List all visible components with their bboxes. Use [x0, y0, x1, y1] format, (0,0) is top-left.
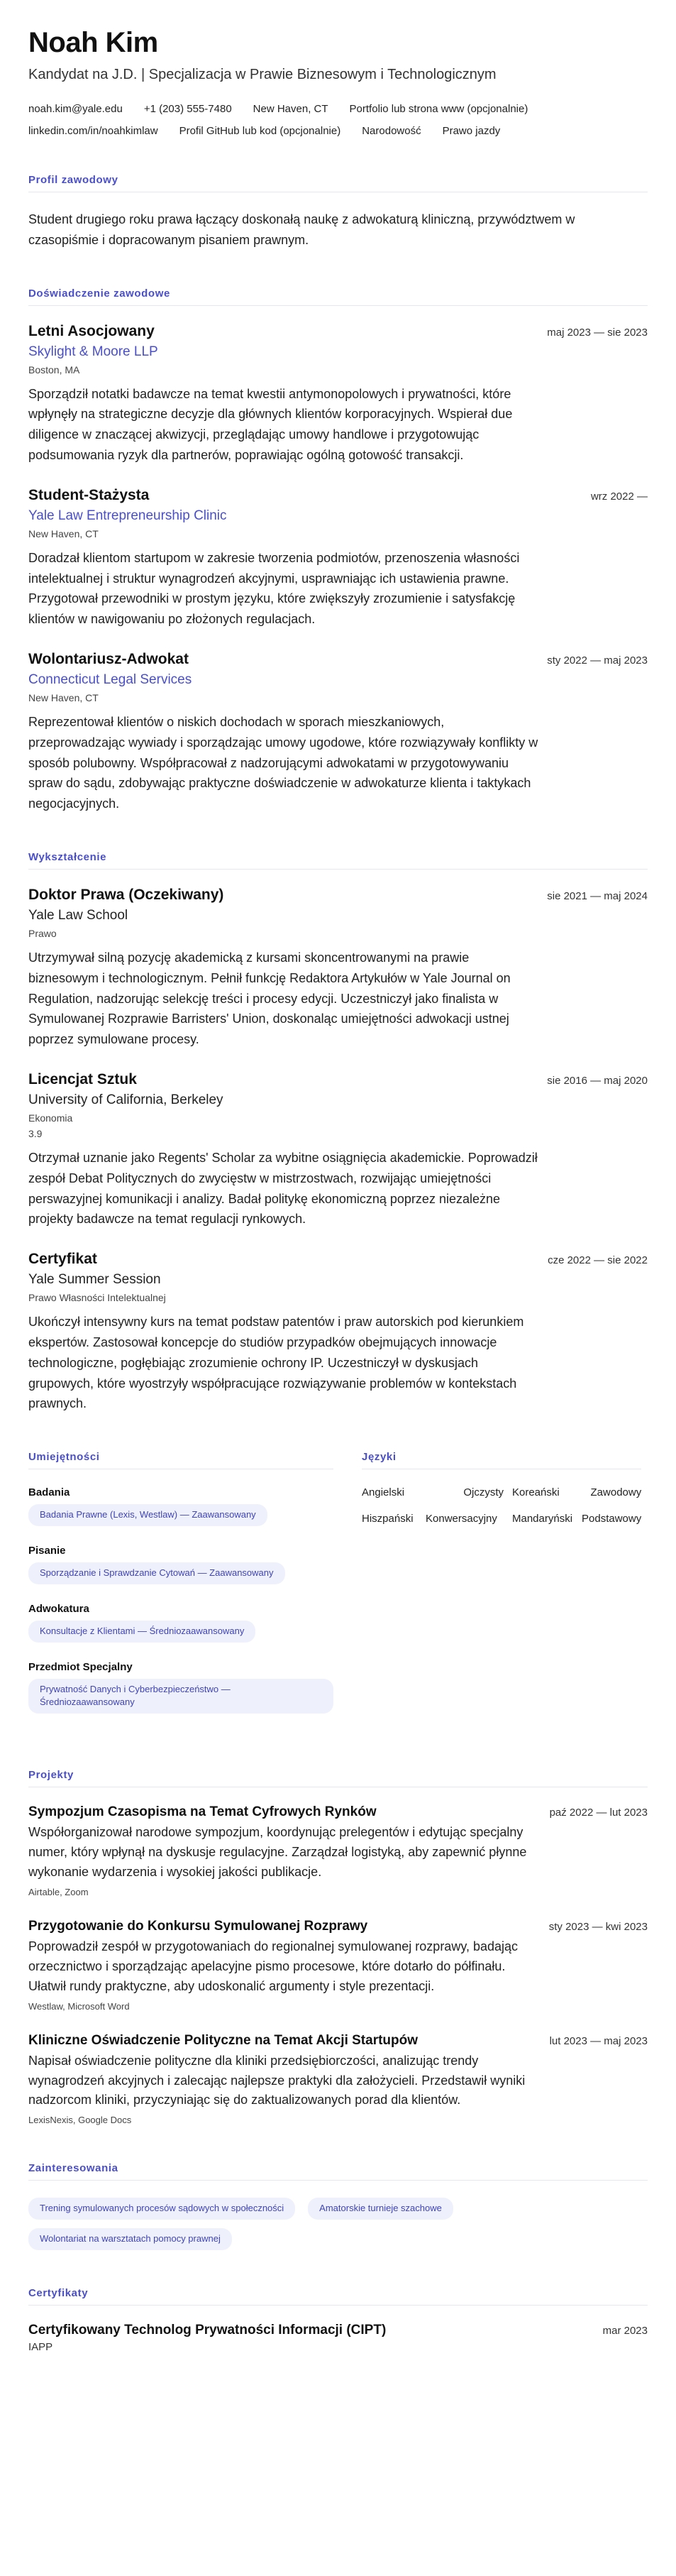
education-description: Ukończył intensywny kurs na temat podstaw patentów i praw autorskich pod kierunkiem ekspertów. Zastosował koncepcje do studiów przypadków obejmujących innowacje technologiczne, pogłębiając zrozumienie ochrony IP. Uczestniczył w dyskusjach grupowych, które wyostrzyły współpracujące rozwiązywanie problemów w kontekstach prawnych.	[28, 1315, 524, 1411]
certificate-issuer: IAPP	[28, 2341, 53, 2354]
interest-tag: Trening symulowanych procesów sądowych w społeczności	[28, 2198, 295, 2220]
language-level: Ojczysty	[463, 1486, 504, 1499]
project-title: Przygotowanie do Konkursu Symulowanej Rozprawy	[28, 1919, 368, 1934]
interests-list	[28, 2198, 648, 2250]
project-description: Poprowadził zespół w przygotowaniach do regionalnej symulowanej rozprawy, badając orzecznictwo i sporządzając apelacyjne pismo procesowe, które dotarło do półfinału. Ułatwił rundy praktyczne, aby udoskonalić argumenty i style prezentacji.	[28, 1939, 519, 1993]
skill-tag: Sporządzanie i Sprawdzanie Cytowań — Zaawansowany	[28, 1562, 285, 1584]
section-title: Umiejętności	[28, 1451, 333, 1469]
job-description: Reprezentował klientów o niskich dochodach w sporach mieszkaniowych, przeprowadzając wywiady i sporządzając umowy ugodowe, które rozwiązywały konflikty w sposób polubowny. Współpracował z nadzorującymi adwokatami w przygotowywaniu spraw do sądu, zdobywając praktyczne doświadczenie w adwokaturze klienta i taktykach negocjacyjnych.	[28, 714, 538, 811]
job-title: Letni Asocjowany	[28, 322, 155, 339]
project-date: paź 2022 — lut 2023	[549, 1807, 648, 1819]
project-tools: Airtable, Zoom	[28, 1887, 89, 1897]
project-entry	[28, 2033, 648, 2126]
profile-summary: Student drugiego roku prawa łączący doskonałą naukę z adwokaturą kliniczną, przywództwem w czasopiśmie i dopracowanym pisaniem prawnym.	[28, 212, 575, 247]
school-name: Yale Law School	[28, 907, 128, 923]
experience-entry	[28, 323, 648, 466]
experience-entry	[28, 651, 648, 814]
project-title: Kliniczne Oświadczenie Polityczne na Temat Akcji Startupów	[28, 2032, 419, 2048]
employer: Connecticut Legal Services	[28, 672, 192, 687]
section-title: Wykształcenie	[28, 851, 648, 870]
education-description: Otrzymał uznanie jako Regents' Scholar za wybitne osiągnięcia akademickie. Poprowadził zespół Debat Politycznych do zwycięstw w mistrzostwach, rozwijając umiejętności perswazyjnej komunikacji i analizy. Badał politykę ekonomiczną poprzez niezależne projekty badawcze na temat regulacji rynkowych.	[28, 1150, 538, 1227]
contact-info	[28, 103, 648, 137]
project-description: Napisał oświadczenie polityczne dla kliniki przedsiębiorczości, analizując trendy wynagrodzeń akcyjnych i zalecając najlepsze praktyki dla założycieli. Przedstawił wyniki nadzorcom kliniki, przyczyniając się do zaktualizowanych porad dla klientów.	[28, 2053, 526, 2108]
project-title: Sympozjum Czasopisma na Temat Cyfrowych Rynków	[28, 1804, 377, 1820]
contact-phone[interactable]: +1 (203) 555-7480	[143, 103, 232, 115]
project-date: lut 2023 — maj 2023	[549, 2034, 648, 2047]
project-description: Współorganizował narodowe sympozjum, koordynując prelegentów i edytując specjalny numer, który wpłynął na dyskusje regulacyjne. Zarządzał logistyką, aby zapewnić płynne wykonanie wydarzenia i wysokiej jakości publikacje.	[28, 1825, 527, 1880]
job-location: Boston, MA	[28, 363, 80, 376]
job-date: sty 2022 — maj 2023	[547, 654, 648, 667]
skill-category: Adwokatura	[28, 1602, 89, 1615]
degree-title: Licencjat Sztuk	[28, 1070, 137, 1087]
contact-portfolio[interactable]: Portfolio lub strona www (opcjonalnie)	[349, 103, 528, 115]
language-level: Konwersacyjny	[426, 1513, 497, 1525]
candidate-headline: Kandydat na J.D. | Specjalizacja w Prawie Biznesowym i Technologicznym	[28, 67, 497, 82]
language-row	[362, 1513, 641, 1525]
section-title: Profil zawodowy	[28, 174, 648, 192]
skill-tag: Konsultacje z Klientami — Średniozaawansowany	[28, 1621, 255, 1643]
job-title: Wolontariusz-Adwokat	[28, 650, 189, 667]
project-entry	[28, 1804, 648, 1897]
skill-group	[28, 1603, 333, 1643]
school-name: University of California, Berkeley	[28, 1092, 223, 1107]
section-title: Certyfikaty	[28, 2287, 648, 2306]
skill-tag: Prywatność Danych i Cyberbezpieczeństwo — Średniozaawansowany	[28, 1679, 333, 1714]
section-title: Projekty	[28, 1769, 648, 1787]
degree-title: Certyfikat	[28, 1251, 97, 1268]
interest-tag: Wolontariat na warsztatach pomocy prawnej	[28, 2228, 232, 2250]
certificate-title: Certyfikowany Technolog Prywatności Informacji (CIPT)	[28, 2323, 387, 2338]
education-section	[28, 851, 648, 1414]
contact-location: New Haven, CT	[253, 103, 328, 115]
education-date: sie 2016 — maj 2020	[547, 1074, 648, 1087]
job-date: wrz 2022 —	[590, 490, 648, 503]
interest-tag: Amatorskie turnieje szachowe	[308, 2198, 453, 2220]
school-name: Yale Summer Session	[28, 1272, 161, 1288]
profile-section	[28, 174, 648, 251]
education-entry	[28, 1071, 648, 1229]
skill-category: Badania	[28, 1486, 70, 1499]
skills-section	[28, 1451, 333, 1732]
field-of-study: Prawo	[28, 927, 57, 939]
projects-section	[28, 1769, 648, 2125]
language-name: Mandaryński	[512, 1513, 573, 1525]
contact-linkedin[interactable]: linkedin.com/in/noahkimlaw	[28, 125, 158, 137]
languages-section	[362, 1451, 641, 1732]
job-description: Doradzał klientom startupom w zakresie tworzenia podmiotów, przenoszenia własności intelektualnej i struktur wynagrodzeń akcyjnymi, usprawniając ich ustawienia prawne. Przygotował przewodniki w prostym języku, które zwiększyły zrozumienie i satysfakcję klientów w nawigowaniu po złożonych regulacjach.	[28, 550, 520, 627]
job-date: maj 2023 — sie 2023	[547, 326, 648, 339]
project-entry	[28, 1919, 648, 2012]
field-of-study: Ekonomia	[28, 1112, 73, 1124]
project-date: sty 2023 — kwi 2023	[548, 1921, 648, 1933]
skill-group	[28, 1545, 333, 1584]
employer: Skylight & Moore LLP	[28, 344, 158, 359]
experience-section	[28, 287, 648, 814]
language-name: Angielski	[362, 1486, 405, 1499]
education-entry	[28, 1251, 648, 1414]
project-tools: Westlaw, Microsoft Word	[28, 2000, 130, 2012]
language-name: Koreański	[512, 1486, 560, 1499]
section-title: Języki	[362, 1451, 641, 1469]
contact-nationality: Narodowość	[362, 125, 421, 137]
job-location: New Haven, CT	[28, 527, 99, 539]
certificates-section	[28, 2287, 648, 2353]
field-of-study: Prawo Własności Intelektualnej	[28, 1292, 166, 1304]
experience-entry	[28, 487, 648, 630]
skills-languages-row	[28, 1451, 648, 1732]
contact-email[interactable]: noah.kim@yale.edu	[28, 103, 123, 115]
section-title: Zainteresowania	[28, 2162, 648, 2181]
interests-section	[28, 2162, 648, 2250]
language-level: Podstawowy	[582, 1513, 642, 1525]
employer: Yale Law Entrepreneurship Clinic	[28, 508, 227, 523]
project-tools: LexisNexis, Google Docs	[28, 2115, 132, 2126]
gpa: 3.9	[28, 1127, 43, 1139]
resume-header	[28, 27, 648, 137]
education-date: sie 2021 — maj 2024	[547, 889, 648, 902]
language-name: Hiszpański	[362, 1513, 414, 1525]
contact-github[interactable]: Profil GitHub lub kod (opcjonalnie)	[179, 125, 341, 137]
education-description: Utrzymywał silną pozycję akademicką z kursami skoncentrowanymi na prawie biznesowym i technologicznym. Pełnił funkcję Redaktora Artykułów w Yale Journal on Regulation, nadzorując selekcję treści i procesy edycji. Uczestniczył jako finalista w Symulowanej Rozprawie Barristers' Union, doskonaląc umiejętności adwokacji ustnej poprzez symulowane procesy.	[28, 950, 511, 1047]
skill-category: Pisanie	[28, 1544, 66, 1557]
certificate-date: mar 2023	[602, 2325, 648, 2337]
skill-group	[28, 1486, 333, 1526]
job-location: New Haven, CT	[28, 691, 99, 703]
job-description: Sporządził notatki badawcze na temat kwestii antymonopolowych i prywatności, które wpłynęły na strategiczne decyzje dla głównych klientów korporacyjnych. Wspierał due diligence w znaczącej akwizycji, przeglądając umowy handlowe i przygotowując podsumowania ryzyk dla partnerów, poprawiając ogólną gotowość transakcji.	[28, 386, 513, 462]
education-date: cze 2022 — sie 2022	[548, 1254, 648, 1267]
language-row	[362, 1486, 641, 1498]
skill-group	[28, 1661, 333, 1714]
skill-tag: Badania Prawne (Lexis, Westlaw) — Zaawansowany	[28, 1504, 267, 1526]
job-title: Student-Stażysta	[28, 486, 150, 503]
language-level: Zawodowy	[590, 1486, 642, 1499]
section-title: Doświadczenie zawodowe	[28, 287, 648, 306]
skill-category: Przedmiot Specjalny	[28, 1660, 133, 1673]
degree-title: Doktor Prawa (Oczekiwany)	[28, 886, 224, 903]
candidate-name: Noah Kim	[28, 27, 158, 58]
certificate-entry	[28, 2323, 648, 2353]
contact-driving-license: Prawo jazdy	[442, 125, 501, 137]
education-entry	[28, 887, 648, 1050]
